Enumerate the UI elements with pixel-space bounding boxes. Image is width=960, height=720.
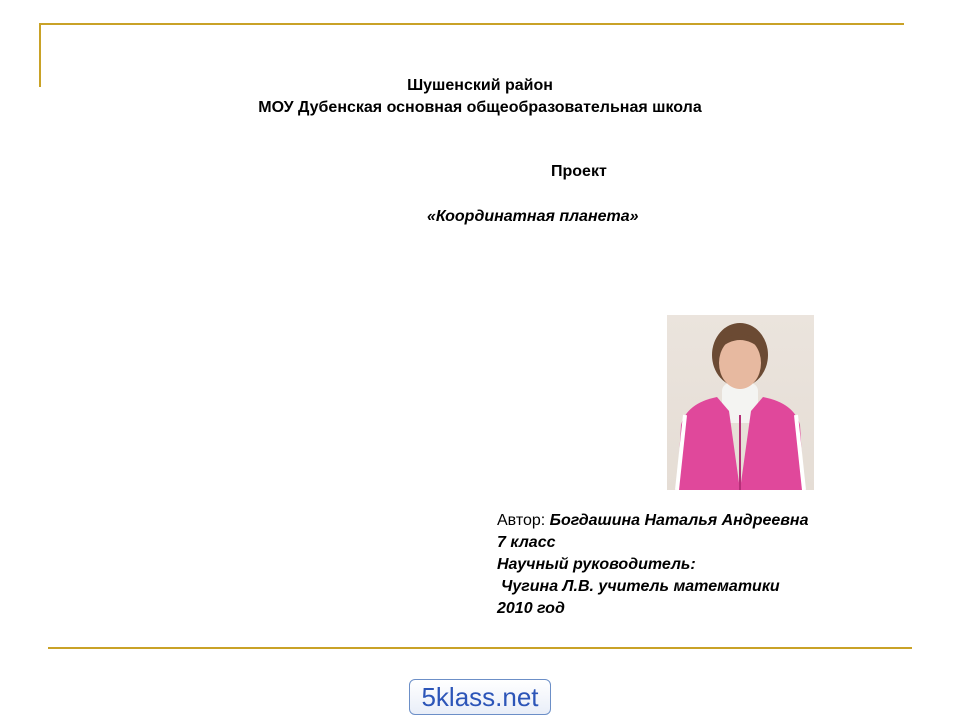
- district-heading: Шушенский район: [407, 77, 553, 94]
- credits-block: [497, 510, 808, 620]
- school-heading: МОУ Дубенская основная общеобразовательная школа: [258, 99, 702, 116]
- author-line: [497, 510, 808, 532]
- author-name: Богдашина Наталья Андреевна: [549, 512, 809, 529]
- year-line: 2010 год: [497, 600, 565, 617]
- grade-line: 7 класс: [497, 534, 556, 551]
- top-border-line: [40, 23, 904, 25]
- bottom-border-line: [48, 647, 912, 649]
- supervisor-label: Научный руководитель:: [497, 556, 696, 573]
- author-label: Автор:: [497, 512, 550, 529]
- author-photo: [667, 315, 814, 490]
- project-title: «Координатная планета»: [427, 208, 639, 225]
- supervisor-name: Чугина Л.В. учитель математики: [501, 578, 780, 595]
- watermark-badge: 5klass.net: [409, 679, 551, 715]
- project-label: Проект: [551, 163, 607, 180]
